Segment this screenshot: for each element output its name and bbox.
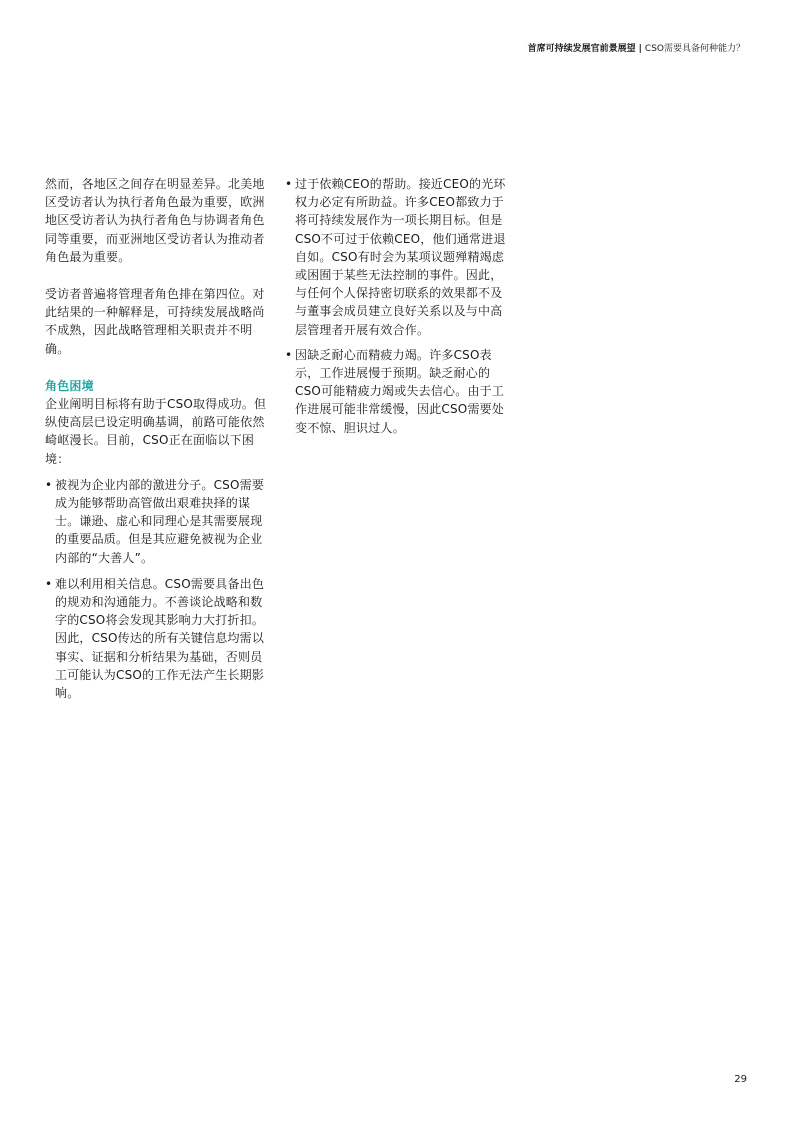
left-column (45, 175, 267, 710)
list-item (285, 175, 507, 339)
list-item (45, 476, 267, 567)
list-item (285, 346, 507, 437)
left-bullet-list (45, 476, 267, 702)
chapter-title: CSO需要具备何种能力？ (644, 44, 745, 54)
bullet-text: 过于依赖CEO的帮助。接近CEO的光环权力必定有所助益。许多CEO都致力于将可持续发展作为一项长期目标。但是CSO不可过于依赖CEO，他们通常进退自如。CSO有时会为某项议题殚精竭虑或困囿于某些无法控制的事件。因此，与任何个人保持密切联系的效果都不及与董事会成员建立良好关系以及与中高层管理者开展有效合作。 (295, 177, 506, 337)
section-heading-role-dilemma: 角色困境 (45, 378, 94, 393)
report-title: 首席可持续发展官前景展望 (527, 44, 636, 54)
right-column (285, 175, 507, 444)
bullet-icon: • (285, 177, 293, 191)
list-item (45, 575, 267, 702)
bullet-text: 难以利用相关信息。CSO需要具备出色的规劝和沟通能力。不善谈论战略和数字的CSO将会发现其影响力大打折扣。因此，CSO传达的所有关键信息均需以事实、证据和分析结果为基础，否则员工可能认为CSO的工作无法产生长期影响。 (55, 576, 265, 701)
running-header (528, 42, 745, 56)
header-separator: | (638, 44, 642, 54)
bullet-icon: • (45, 477, 53, 492)
paragraph-regional-differences: 然而，各地区之间存在明显差异。北美地区受访者认为执行者角色最为重要，欧洲地区受访者认为执行者角色与协调者角色同等重要，而亚洲地区受访者认为推动者角色最为重要。 (45, 177, 265, 264)
paragraph-manager-role: 受访者普遍将管理者角色排在第四位。对此结果的一种解释是，可持续发展战略尚不成熟，因此战略管理相关职责并不明确。 (45, 287, 265, 356)
bullet-icon: • (45, 576, 53, 591)
section-intro: 企业阐明目标将有助于CSO取得成功。但纵使高层已设定明确基调，前路可能依然崎岖漫长。目前，CSO正在面临以下困境： (45, 397, 267, 466)
bullet-icon: • (285, 347, 293, 362)
page-number: 29 (734, 1074, 747, 1085)
bullet-text: 因缺乏耐心而精疲力竭。许多CSO表示，工作进展慢于预期。缺乏耐心的CSO可能精疲力竭或失去信心。由于工作进展可能非常缓慢，因此CSO需要处变不惊、胆识过人。 (295, 347, 505, 435)
bullet-text: 被视为企业内部的激进分子。CSO需要成为能够帮助高管做出艰难抉择的谋士。谦逊、虚心和同理心是其需要展现的重要品质。但是其应避免被视为企业内部的“大善人”。 (55, 477, 265, 565)
right-bullet-list (285, 175, 507, 437)
